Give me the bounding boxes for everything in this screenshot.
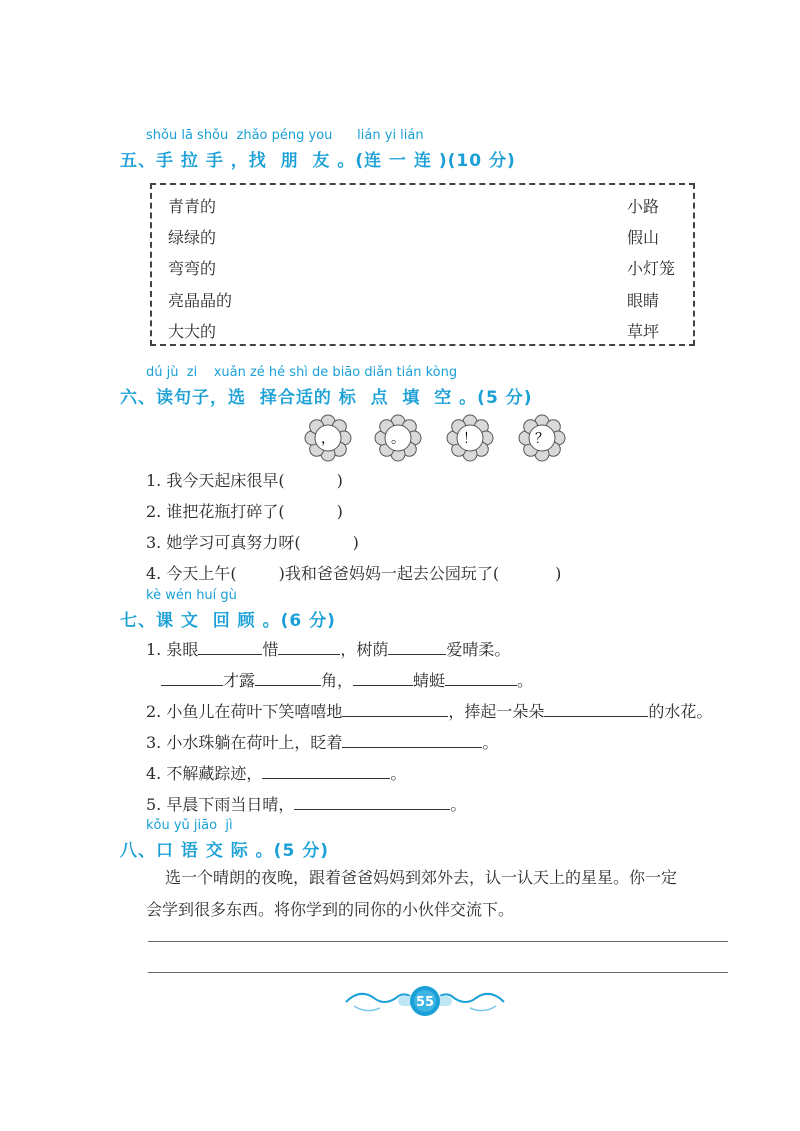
punct-question-4 bbox=[146, 561, 561, 584]
left-word-2[interactable]: 绿绿的 bbox=[168, 228, 217, 247]
q1-text: 1. 我今天起床很早( bbox=[146, 471, 285, 490]
q3-text-1: 3. 小水珠躺在荷叶上，眨着 bbox=[146, 733, 343, 752]
section6-title: 六、读句子，选 择合适的 标 点 填 空 。(5 分) bbox=[120, 388, 533, 408]
q4-text-2: 。 bbox=[390, 764, 407, 783]
punct-period: 。 bbox=[391, 431, 405, 447]
answer-line-1[interactable] bbox=[148, 941, 728, 942]
recall-q4 bbox=[146, 761, 406, 784]
recall-q2 bbox=[146, 699, 712, 722]
q1a-text-4: 爱晴柔。 bbox=[446, 640, 511, 659]
flower-comma-icon bbox=[304, 414, 352, 462]
blank[interactable] bbox=[161, 671, 223, 686]
q2-text: 2. 谁把花瓶打碎了( bbox=[146, 502, 285, 521]
left-word-1[interactable]: 青青的 bbox=[168, 197, 217, 216]
recall-q3 bbox=[146, 730, 498, 753]
recall-q1-line1 bbox=[146, 637, 510, 660]
section5-pinyin: shǒu lā shǒu zhǎo péng you lián yi lián bbox=[146, 128, 424, 143]
page-number-badge bbox=[340, 980, 510, 1022]
q1b-text-4: 。 bbox=[517, 671, 534, 690]
q1b-text-2: 角， bbox=[321, 671, 354, 690]
left-word-5[interactable]: 大大的 bbox=[168, 322, 217, 341]
blank[interactable] bbox=[342, 733, 482, 748]
section5-title: 五、手 拉 手 ，找 朋 友 。(连 一 连 )(10 分) bbox=[120, 151, 516, 171]
right-word-2[interactable]: 假山 bbox=[627, 228, 660, 247]
q1a-text-2: 惜 bbox=[262, 640, 279, 659]
q2-text-3: 的水花。 bbox=[648, 702, 713, 721]
blank[interactable] bbox=[353, 671, 413, 686]
flower-exclamation-icon bbox=[446, 414, 494, 462]
left-word-4[interactable]: 亮晶晶的 bbox=[168, 291, 233, 310]
oral-prompt-line1: 选一个晴朗的夜晚，跟着爸爸妈妈到郊外去，认一认天上的星星。你一定 bbox=[165, 868, 678, 887]
flower-period-icon bbox=[374, 414, 422, 462]
blank[interactable] bbox=[445, 671, 517, 686]
flower-question-icon bbox=[518, 414, 566, 462]
left-word-3[interactable]: 弯弯的 bbox=[168, 259, 217, 278]
punct-question-2 bbox=[146, 499, 343, 522]
matching-box bbox=[150, 183, 695, 346]
q4-text-b: )我和爸爸妈妈一起去公园玩了( bbox=[278, 564, 500, 583]
punct-question-1 bbox=[146, 468, 343, 491]
page-number: 55 bbox=[415, 995, 435, 1010]
q3-text-2: 。 bbox=[482, 733, 499, 752]
q4-text-1: 4. 不解藏踪迹， bbox=[146, 764, 263, 783]
right-word-1[interactable]: 小路 bbox=[627, 197, 660, 216]
q3-close: ) bbox=[352, 533, 359, 552]
section8-pinyin: kǒu yǔ jiāo jì bbox=[146, 818, 233, 833]
q1b-text-1: 才露 bbox=[223, 671, 256, 690]
blank[interactable] bbox=[544, 702, 648, 717]
right-word-3[interactable]: 小灯笼 bbox=[627, 259, 676, 278]
blank[interactable] bbox=[198, 640, 262, 655]
punct-question-3 bbox=[146, 530, 359, 553]
q1b-text-3: 蜻蜓 bbox=[413, 671, 446, 690]
oral-prompt-line2: 会学到很多东西。将你学到的同你的小伙伴交流下。 bbox=[146, 900, 515, 919]
blank[interactable] bbox=[255, 671, 321, 686]
q1a-text-1: 1. 泉眼 bbox=[146, 640, 199, 659]
blank[interactable] bbox=[262, 764, 390, 779]
punct-comma: ， bbox=[321, 431, 335, 447]
section8-title: 八、口 语 交 际 。(5 分) bbox=[120, 841, 329, 861]
q1a-text-3: ，树荫 bbox=[340, 640, 389, 659]
section7-pinyin: kè wén huí gù bbox=[146, 588, 237, 603]
q4-close: ) bbox=[555, 564, 562, 583]
blank[interactable] bbox=[388, 640, 446, 655]
punct-question: ？ bbox=[535, 431, 549, 447]
q3-text: 3. 她学习可真努力呀( bbox=[146, 533, 301, 552]
blank[interactable] bbox=[278, 640, 340, 655]
punct-exclamation: ！ bbox=[463, 431, 477, 447]
q2-text-2: ，捧起一朵朵 bbox=[448, 702, 545, 721]
q2-close: ) bbox=[336, 502, 343, 521]
answer-line-2[interactable] bbox=[148, 972, 728, 973]
q5-text-2: 。 bbox=[450, 795, 467, 814]
q5-text-1: 5. 早晨下雨当日晴， bbox=[146, 795, 295, 814]
right-word-5[interactable]: 草坪 bbox=[627, 322, 660, 341]
q4-text-a: 4. 今天上午( bbox=[146, 564, 237, 583]
blank[interactable] bbox=[294, 795, 450, 810]
recall-q5 bbox=[146, 792, 466, 815]
blank[interactable] bbox=[342, 702, 448, 717]
q1-close: ) bbox=[336, 471, 343, 490]
section7-title: 七、课 文 回 顾 。(6 分) bbox=[120, 611, 336, 631]
q2-text-1: 2. 小鱼儿在荷叶下笑嘻嘻地 bbox=[146, 702, 343, 721]
section6-pinyin: dú jù zi xuǎn zé hé shì de biāo diǎn tián kòng bbox=[146, 365, 458, 380]
recall-q1-line2 bbox=[161, 668, 533, 691]
right-word-4[interactable]: 眼睛 bbox=[627, 291, 660, 310]
